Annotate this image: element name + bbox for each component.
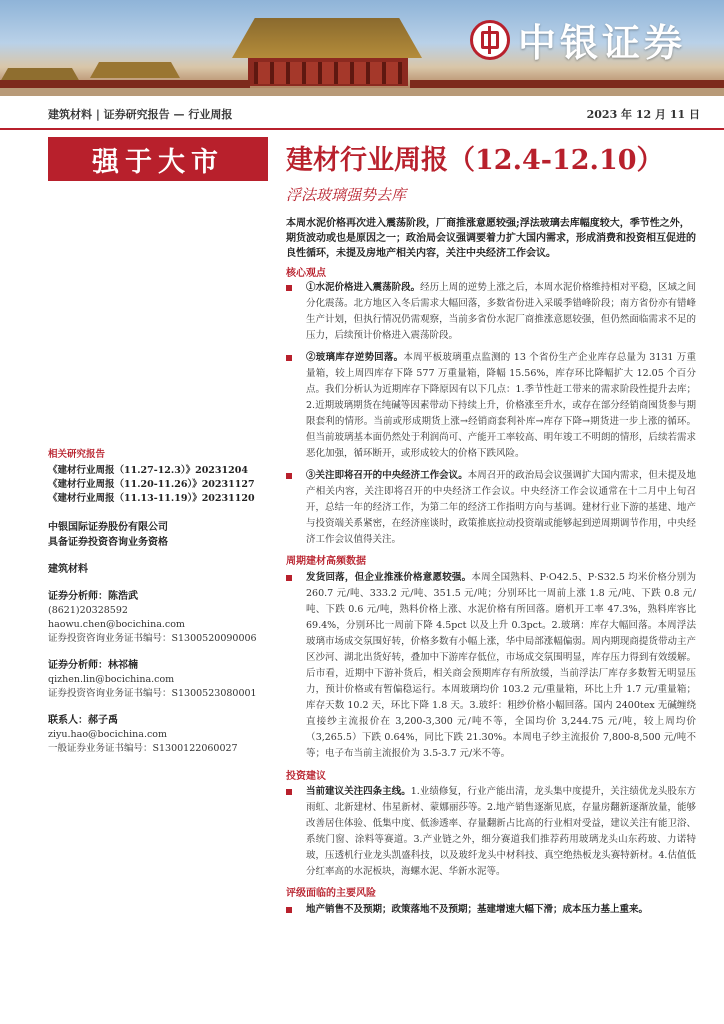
company-name: 中银国际证券股份有限公司	[48, 522, 168, 533]
list-item: 当前建议关注四条主线。1.业绩修复，行业产能出清，龙头集中度提升，关注绩优龙头股东方雨虹、北新建材、伟星新材、蒙娜丽莎等。2.地产销售逐渐见底，存量房翻新逐渐放量，能够改善居住体验、低集中度、低渗透率、存量翻新占比高的行业相对受益，建议关注有能卫浴、系统门窗、涂料等赛道。3.产业链之外，细分赛道我们推荐药用玻璃龙头山东药玻、力诺特玻，压透机行业龙头凯盛科技，以及玻纤龙头中材科技、真空绝热板龙头赛特新材。4.估值低分红率高的水泥板块，海螺水泥、华新水泥等。	[286, 784, 696, 880]
list-item: 发货回落，但企业推涨价格意愿较强。本周全国熟料、P·O42.5、P·S32.5 均米价格分别为 260.7 元/吨、333.2 元/吨、351.5 元/吨；分别环比一周前上涨 1.8 元/吨、下跌 0.8 元/吨、下跌 0.6 元/吨，熟料价格上涨、水泥价格有所回落。磨机开工率 47.3%，熟料库容比 69.4%，分别环比一周前下降 4.5pct 以及上升 0.3pct。2.玻璃：库存大幅回落。本周浮法玻璃市场成交氛围好转，价格多数有小幅上涨，华中局部涨幅偏弱。周内期现商提货带动主产区沙河、湖北出货好转，叠加中下游库存低位，市场成交氛围明显，库存压力得到有效缓解。后市看，近期中下游补货后，相关商会预期库存有所放缓，当前浮法厂库存多数暂无明显压力，预计价格或有暂偏稳运行。本周玻璃均价 103.2 元/重量箱，环比上升 1.7 元/重量箱；库存天数 10.2 天，环比下降 1.8 天。3.玻纤：粗纱价格小幅回落。国内 2400tex 无碱缠绕直接纱主流报价在 3,200-3,300 元/吨不等，全国均价 3,244.75 元/吨，较上周均价（3,265.5）下跌 0.64%，同比下跌 21.30%。本周电子纱主流报价 7,800-8,500 元/吨不等；电子布当前主流报价为 3.5-3.7 元/米不等。	[286, 570, 696, 762]
section-heading-weekly: 周期建材高频数据	[286, 556, 366, 567]
banner-roof-main	[232, 18, 422, 58]
list-item: ③关注即将召开的中央经济工作会议。本周召开的政治局会议强调扩大国内需求，但未提及地产相关内容，关注即将召开的中央经济工作会议。中央经济工作会议通常在十二月中上旬召开，总结一年的经济工作，为第二年的经济工作指明方向与基调。建材行业下游的基建、地产与投资端关系紧密，在经济座谈时，政策推底拉动投资端或能够起到逆周期调节作用，中央经济工作会议值得关注。	[286, 468, 696, 548]
banner-columns	[254, 62, 402, 84]
list-item: ②玻璃库存逆势回落。本周平板玻璃重点监测的 13 个省份生产企业库存总量为 3131 万重量箱，较上周四库存下降 577 万重量箱，降幅 15.56%，库存环比降幅扩大 12.05 个百分点。我们分析认为近期库存下降原因有以下几点：1.季节性赶工带来的需求阶段性提升去库；2.近期玻璃期货在纯碱等因素带动下持续上升，价格涨至升水，或存在部分经销商囤货参与期限套利的情形。当前或形成期货上涨→经销商套利补库→库存下降→期货进一步上涨的循环。但当前玻璃基本面仍然处于利润尚可、产能开工率较高、明年竣工不明朗的情形，后续若需求恶化加强，循环断开，或形成较大的价格下跌风险。	[286, 350, 696, 462]
section-heading-risk: 评级面临的主要风险	[286, 888, 376, 899]
report-date: 2023 年 12 月 11 日	[586, 108, 700, 121]
weekly-list	[286, 570, 696, 768]
related-report-link[interactable]: 《建材行业周报（11.20-11.26）》20231127	[48, 479, 255, 490]
banner-roof	[90, 62, 180, 78]
analyst-license: 证券投资咨询业务证书编号：S1300523080001	[48, 688, 257, 699]
section-heading-invest: 投资建议	[286, 771, 326, 782]
analyst-license: 证券投资咨询业务证书编号：S1300520090006	[48, 633, 257, 644]
contact-email[interactable]: ziyu.hao@bocichina.com	[48, 729, 168, 740]
bullet-icon	[286, 473, 292, 479]
brand-logo	[470, 12, 686, 67]
list-item: ①水泥价格进入震荡阶段。经历上周的逆势上涨之后，本周水泥价格维持相对平稳，区域之间分化震荡。北方地区入冬后需求大幅回落，多数省份进入采暖季错峰阶段；南方省份亦有错峰生产计划，但执行情况仍需观察，当前多省份水泥厂商推涨意愿较强，但仍然面临需求不足的压力，后续预计价格进入震荡阶段。	[286, 280, 696, 344]
industry-label: 建筑材料	[48, 564, 88, 575]
header-banner	[0, 0, 724, 96]
breadcrumb: 建筑材料 | 证券研究报告 — 行业周报	[48, 108, 233, 121]
analyst-email[interactable]: qizhen.lin@bocichina.com	[48, 674, 175, 685]
risk-list	[286, 902, 696, 924]
analyst-name: 证券分析师：林祁楠	[48, 660, 138, 671]
contact-license: 一般证券业务证书编号：S1300122060027	[48, 743, 238, 754]
invest-list	[286, 784, 696, 886]
contact-name: 联系人：郝子禹	[48, 715, 118, 726]
company-qualification: 具备证券投资咨询业务资格	[48, 537, 168, 548]
boc-logo-icon	[470, 20, 510, 60]
bullet-icon	[286, 355, 292, 361]
related-heading: 相关研究报告	[48, 449, 106, 460]
analyst-email[interactable]: haowu.chen@bocichina.com	[48, 619, 185, 630]
related-report-link[interactable]: 《建材行业周报（11.13-11.19）》20231120	[48, 493, 255, 504]
related-report-link[interactable]: 《建材行业周报（11.27-12.3）》20231204	[48, 465, 248, 476]
bullet-icon	[286, 907, 292, 913]
section-heading-core: 核心观点	[286, 268, 326, 279]
analyst-phone: (8621)20328592	[48, 605, 128, 616]
list-item: 地产销售不及预期；政策落地不及预期；基建增速大幅下滑；成本压力基上重来。	[286, 902, 696, 918]
analyst-name: 证券分析师：陈浩武	[48, 591, 138, 602]
page-title: 建材行业周报（12.4-12.10）	[286, 145, 664, 176]
sidebar	[48, 446, 272, 768]
bullet-icon	[286, 575, 292, 581]
breadcrumb-bar	[0, 96, 724, 130]
rating-badge: 强于大市	[48, 137, 268, 181]
banner-ground	[0, 88, 724, 96]
report-summary: 本周水泥价格再次进入震荡阶段，厂商推涨意愿较强;浮法玻璃去库幅度较大，季节性之外，期货波动或也是原因之一；政治局会议强调要着力扩大国内需求，形成消费和投资相互促进的良性循环，未提及房地产相关内容，关注中央经济工作会议。	[286, 218, 696, 259]
page-subtitle: 浮法玻璃强势去库	[286, 186, 407, 204]
bullet-icon	[286, 285, 292, 291]
brand-name: 中银证券	[518, 21, 687, 65]
core-list	[286, 280, 696, 554]
bullet-icon	[286, 789, 292, 795]
